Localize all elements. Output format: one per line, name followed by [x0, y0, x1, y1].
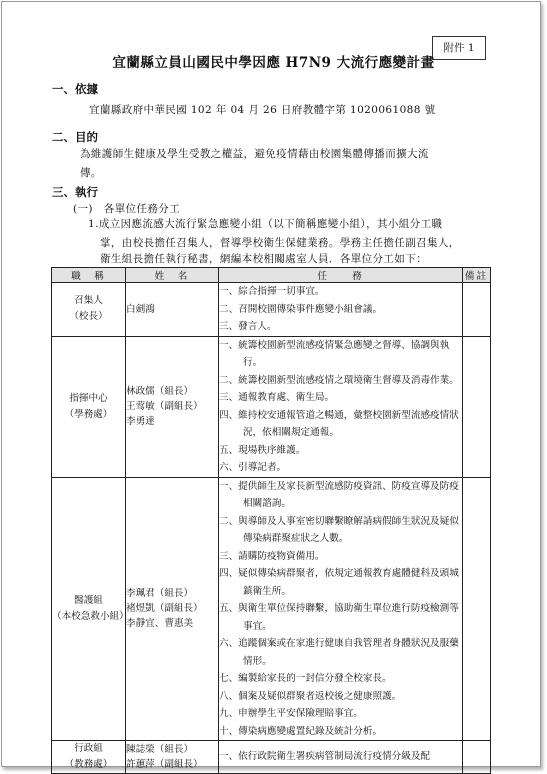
task-item: 一、依行政院衛生署疾病管制局流行疫情分級及配 — [219, 751, 431, 763]
task-item: 五、現場秩序維護。 — [219, 444, 306, 456]
section-heading-basis: 一、依據 — [52, 82, 98, 96]
unit-department: （校長） — [69, 311, 108, 323]
name-cell — [126, 336, 219, 477]
member-name: 李珮君（組長） — [126, 588, 194, 600]
header-name: 姓 名 — [126, 268, 219, 283]
task-item: 一、統籌校園新型流感疫情緊急應變之督導、協調與執行。 — [219, 339, 450, 368]
member-name: 林政儒（組長） — [126, 386, 194, 397]
attachment-label: 附件 1 — [432, 36, 486, 60]
task-item: 八、個案及疑似群聚者返校後之健康照護。 — [219, 690, 402, 702]
header-note: 備註 — [463, 268, 491, 283]
task-item: 九、申辦學生平安保險理賠事宜。 — [219, 708, 363, 719]
unit-department: （本校急救小組） — [52, 610, 129, 622]
unit-cell — [52, 477, 129, 741]
task-item: 四、維持校安通報管道之暢通，彙整校園新型流感疫情狀況，依相關規定通報。 — [219, 409, 459, 438]
tasks-cell — [219, 477, 463, 741]
task-item: 一、提供師生及家長新型流感防疫資訊、防疫宣導及防疫相關諮詢。 — [219, 480, 459, 509]
name-cell — [126, 283, 219, 337]
member-name: 許蕙萍（副組長） — [126, 759, 203, 770]
section-heading-execution: 三、執行 — [52, 185, 98, 199]
unit-title: 指揮中心 — [69, 392, 108, 404]
name-cell — [126, 741, 219, 774]
unit-title: 行政組 — [74, 743, 103, 754]
unit-cell — [52, 283, 126, 337]
task-item: 三、請購防疫物資備用。 — [219, 550, 325, 562]
unit-department: （學務處） — [64, 408, 113, 420]
purpose-line-2: 傳。 — [80, 167, 102, 179]
basis-text: 宜蘭縣政府中華民國 102 年 04 月 26 日府教體字第 1020061088 號 — [89, 104, 436, 116]
member-name: 李勇達 — [126, 416, 155, 427]
table-header-row — [52, 268, 491, 283]
member-name: 白劍鴻 — [126, 303, 155, 315]
unit-department: （教務處） — [64, 759, 113, 770]
execution-para-line-2: 掌，由校長擔任召集人，督導學校衛生保健業務。學務主任擔任副召集人， — [100, 237, 460, 249]
table-row — [52, 336, 491, 477]
task-item: 二、統籌校園新型流感疫情之環境衛生督導及消毒作業。 — [219, 374, 459, 386]
member-name: 李靜宜、曹惠美 — [126, 618, 194, 630]
execution-para-line-1: 1.成立因應流感大流行緊急應變小組（以下簡稱應變小組），其小組分工職 — [88, 218, 443, 230]
note-cell — [463, 477, 491, 741]
table-row — [52, 477, 491, 741]
task-item: 二、與導師及人事室密切聯繫瞭解請病假師生狀況及疑似傳染病群聚症狀之人數。 — [219, 515, 459, 544]
task-item: 六、引導記者。 — [219, 462, 287, 473]
member-name: 陳誌榮（組長） — [126, 744, 194, 755]
note-cell — [463, 283, 491, 337]
note-cell — [463, 336, 491, 477]
task-item: 十、傳染病應變處置紀錄及統計分析。 — [219, 725, 383, 737]
section-heading-purpose: 二、目的 — [52, 130, 98, 144]
subsection-heading: (一) 各單位任務分工 — [73, 203, 181, 215]
tasks-cell — [219, 741, 463, 774]
purpose-line-1: 為維護師生健康及學生受教之權益，避免疫情藉由校園集體傳播而擴大流 — [80, 148, 429, 160]
task-item: 二、召開校園傳染事件應變小組會議。 — [219, 303, 383, 315]
execution-para-line-3: 衛生組長擔任執行秘書，網編本校相關處室人員．各單位分工如下： — [100, 253, 427, 265]
task-item: 六、追蹤個案或在家進行健康自我管理者身體狀況及服藥情形。 — [219, 638, 459, 667]
tasks-cell — [219, 283, 463, 337]
note-cell — [463, 741, 491, 774]
unit-cell — [52, 741, 126, 774]
header-unit: 職 稱 — [52, 268, 126, 283]
unit-title: 醫護組 — [74, 594, 103, 606]
table-row — [52, 741, 491, 774]
member-name: 王莺敏（副組長） — [126, 401, 203, 412]
tasks-cell — [219, 336, 463, 477]
task-item: 五、與衛生單位保持聯繫，協助衛生單位進行防疫檢測等事宜。 — [219, 603, 459, 632]
member-name: 褚煜凱（副組長） — [126, 603, 203, 615]
document-title: 宜蘭縣立員山國民中學因應 H7N9 大流行應變計畫 — [112, 55, 435, 71]
header-tasks: 任 務 — [219, 268, 463, 283]
task-assignment-table — [51, 267, 491, 774]
name-cell — [126, 477, 219, 741]
task-item: 三、通報教育處、衛生局。 — [219, 392, 335, 403]
task-item: 七、編製給家長的一封信分發全校家長。 — [219, 673, 392, 684]
unit-cell — [52, 336, 126, 477]
task-item: 四、疑似傳染病群聚者，依規定通報教育處體健科及頭城鎮衛生所。 — [219, 568, 459, 597]
task-item: 三、發言人。 — [219, 321, 277, 332]
task-item: 一、綜合指揮一切事宜。 — [219, 286, 325, 297]
unit-title: 召集人 — [74, 295, 103, 307]
table-row — [52, 283, 491, 337]
